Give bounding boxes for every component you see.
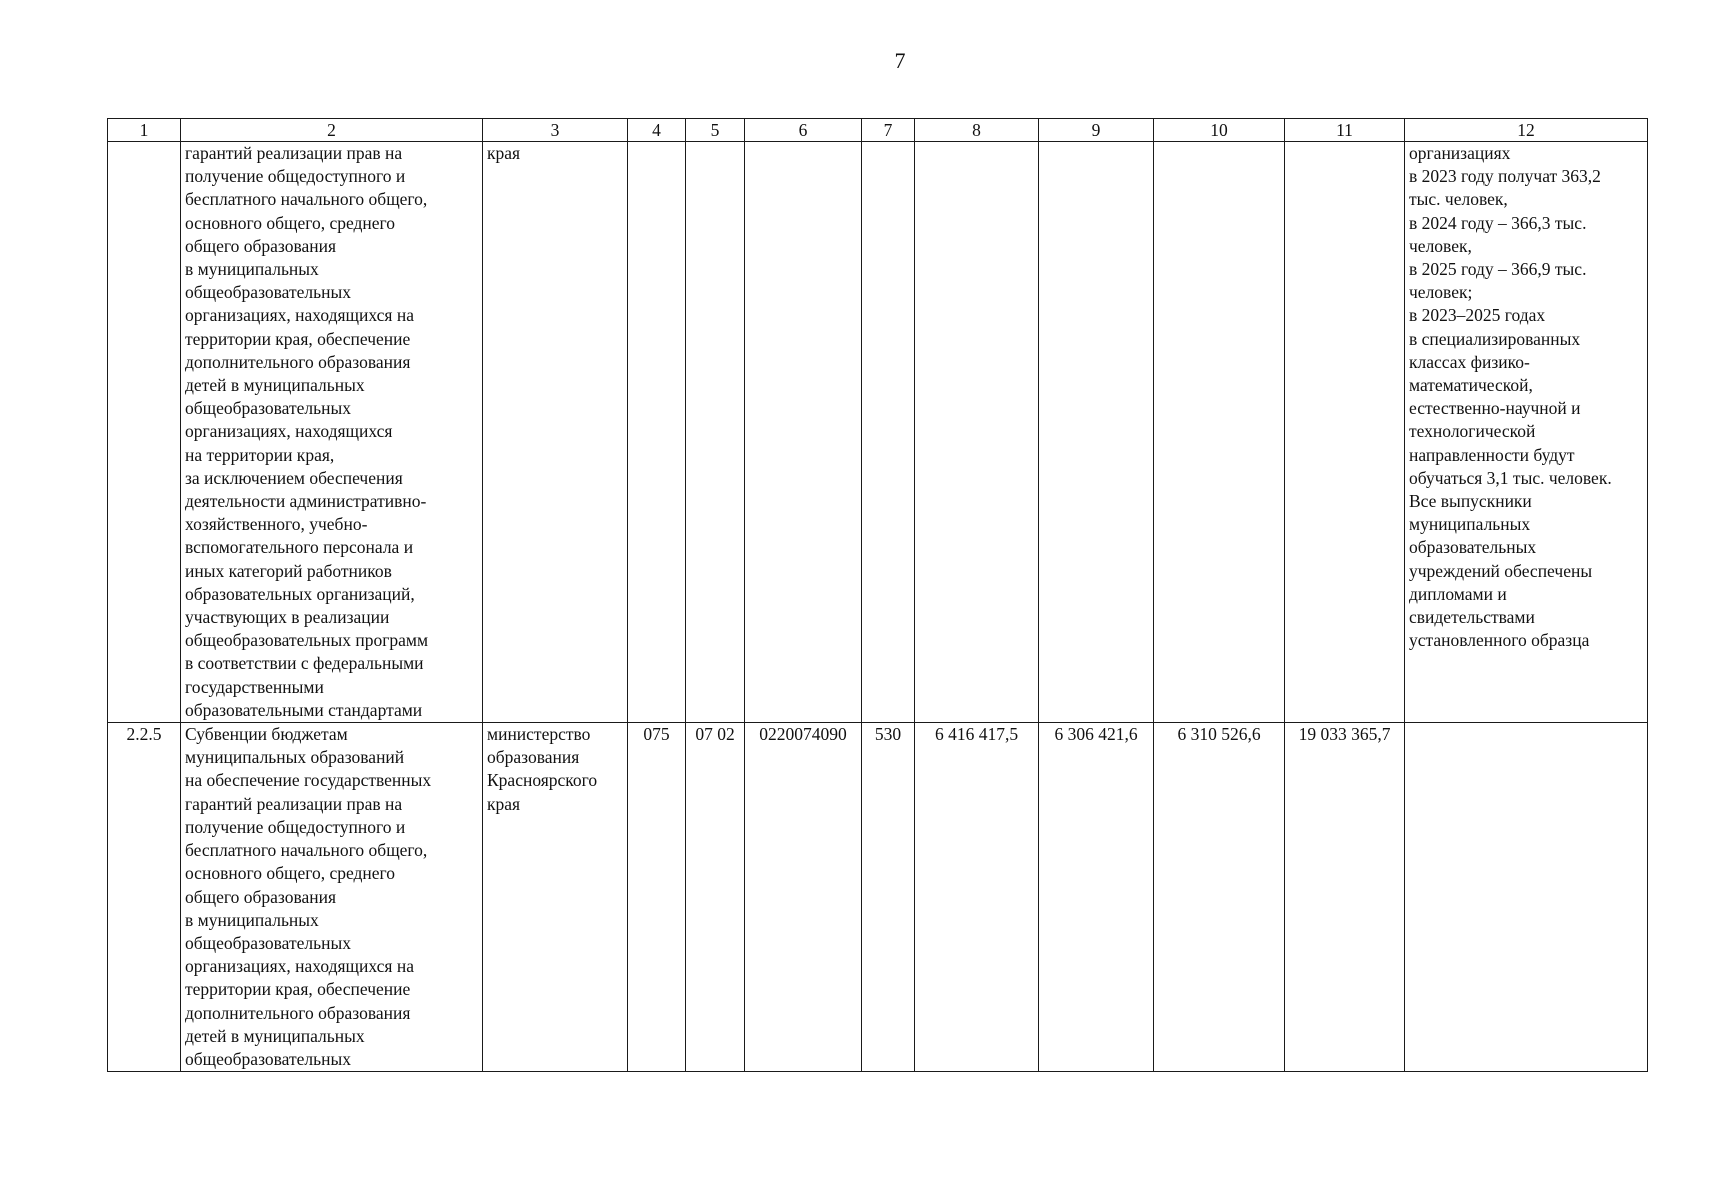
expected-result-cell [1405,723,1648,1072]
administrator-cell: края [483,142,628,723]
column-header-2: 2 [181,119,483,142]
amount-2025-cell: 6 310 526,6 [1154,723,1285,1072]
row-number-cell [108,142,181,723]
budget-table [107,118,1648,1072]
expected-result-cell: организациях в 2023 году получат 363,2 тыс. человек, в 2024 году – 366,3 тыс. человек, в 2025 году – 366,9 тыс. человек; в 2023–2025 годах в специализированных классах физико- математической, естественно-научной и технологической направленности будут обучаться 3,1 тыс. человек. Все выпускники муниципальных образовательных учреждений обеспечены дипломами и свидетельствами установленного образца [1405,142,1648,723]
grbs-code-cell [628,142,686,723]
column-header-4: 4 [628,119,686,142]
column-header-3: 3 [483,119,628,142]
amount-2023-cell: 6 416 417,5 [915,723,1039,1072]
header-row [108,119,1648,142]
page-number: 7 [894,48,906,73]
column-header-5: 5 [686,119,745,142]
column-header-10: 10 [1154,119,1285,142]
column-header-7: 7 [862,119,915,142]
amount-total-cell: 19 033 365,7 [1285,723,1405,1072]
grbs-code-cell: 075 [628,723,686,1072]
column-header-9: 9 [1039,119,1154,142]
amount-2024-cell [1039,142,1154,723]
expense-type-cell [862,142,915,723]
column-header-6: 6 [745,119,862,142]
amount-2023-cell [915,142,1039,723]
target-article-cell: 0220074090 [745,723,862,1072]
measure-description-cell: гарантий реализации прав на получение общедоступного и бесплатного начального общего, основного общего, среднего общего образования в муниципальных общеобразовательных организациях, находящихся на территории края, обеспечение дополнительного образования детей в муниципальных общеобразовательных организациях, находящихся на территории края, за исключением обеспечения деятельности административно- хозяйственного, учебно- вспомогательного персонала и иных категорий работников образовательных организаций, участвующих в реализации общеобразовательных программ в соответствии с федеральными государственными образовательными стандартами [181,142,483,723]
column-header-12: 12 [1405,119,1648,142]
target-article-cell [745,142,862,723]
column-header-8: 8 [915,119,1039,142]
section-code-cell: 07 02 [686,723,745,1072]
amount-2024-cell: 6 306 421,6 [1039,723,1154,1072]
row-number-cell: 2.2.5 [108,723,181,1072]
amount-2025-cell [1154,142,1285,723]
administrator-cell: министерство образования Красноярского края [483,723,628,1072]
expense-type-cell: 530 [862,723,915,1072]
column-header-11: 11 [1285,119,1405,142]
table-row-2-2-5 [108,723,1648,1072]
table-row-continued [108,142,1648,723]
section-code-cell [686,142,745,723]
measure-description-cell: Субвенции бюджетам муниципальных образований на обеспечение государственных гарантий реализации прав на получение общедоступного и бесплатного начального общего, основного общего, среднего общего образования в муниципальных общеобразовательных организациях, находящихся на территории края, обеспечение дополнительного образования детей в муниципальных общеобразовательных [181,723,483,1072]
column-header-1: 1 [108,119,181,142]
amount-total-cell [1285,142,1405,723]
